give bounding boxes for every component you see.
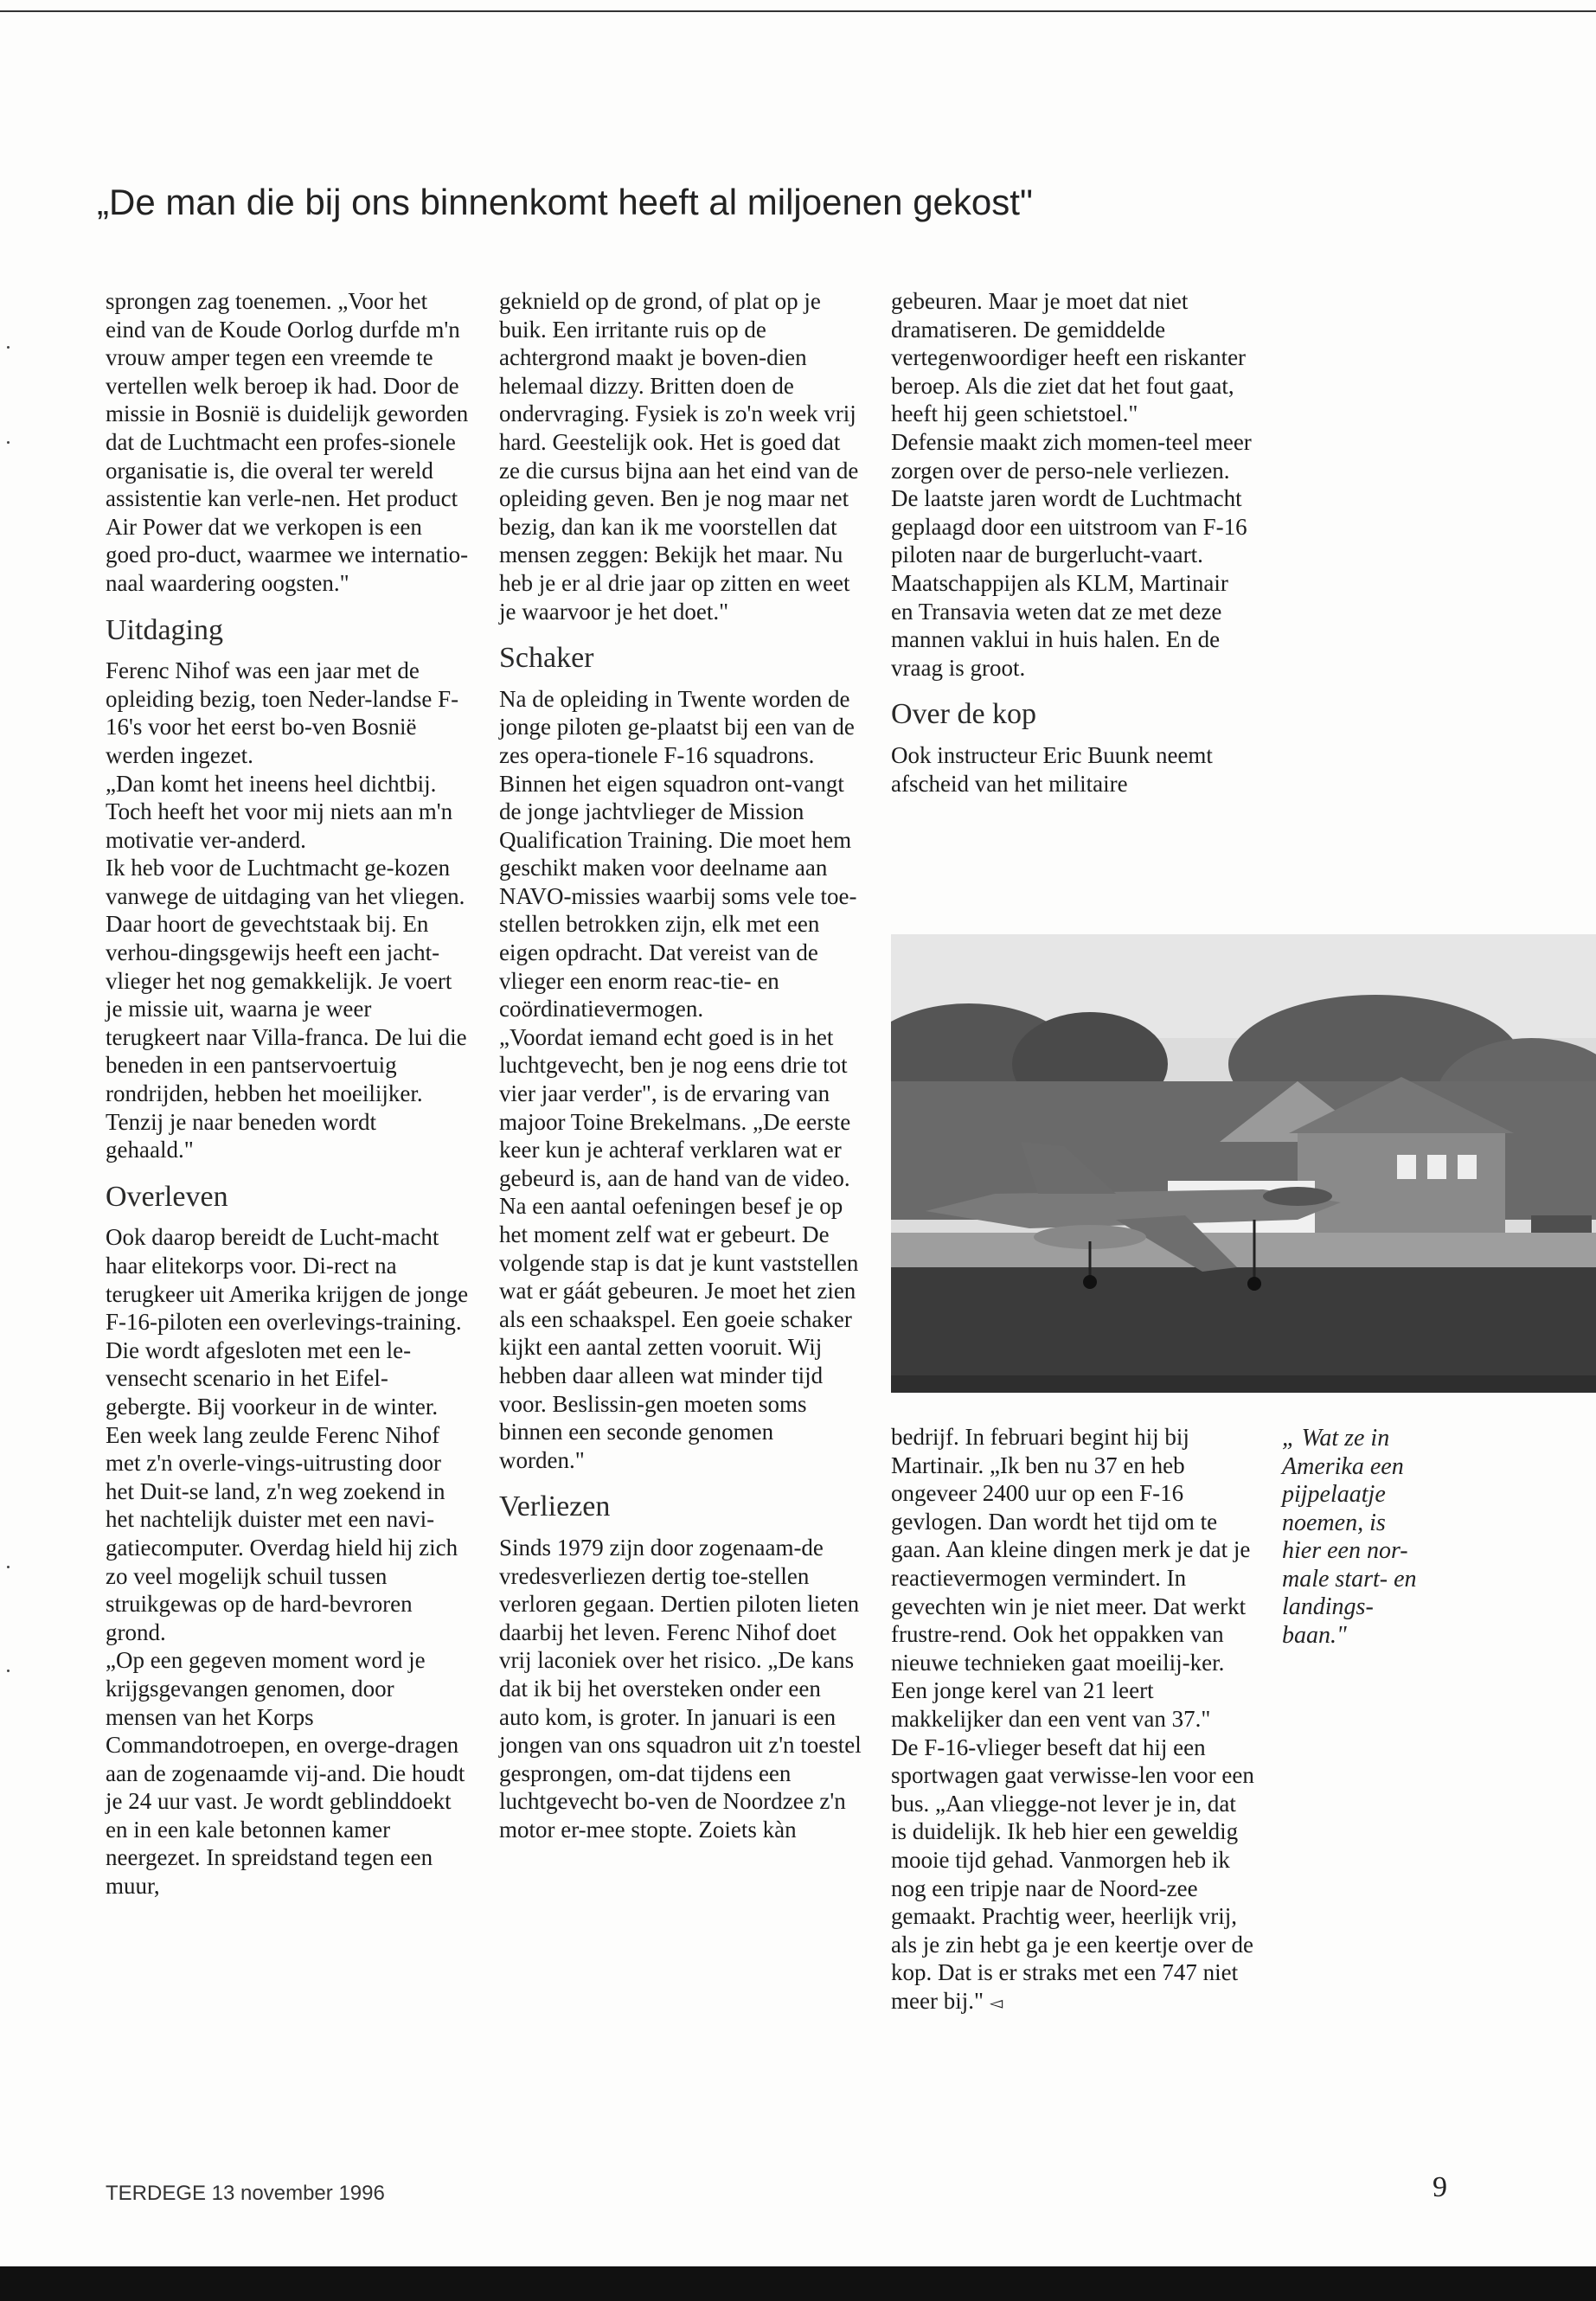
pull-quote-line: hier een nor- (1282, 1537, 1408, 1564)
paragraph: Ik heb voor de Luchtmacht ge-kozen vanwege de uitdaging van het vliegen. Daar hoort de gevechtstaak bij. En verhou-dingsgewijs heeft een jacht-vlieger het nog gemakkelijk. Je voert je missie uit, waarna je weer terugkeert naar Villa-franca. De lui die beneden in een pantservoertuig rondrijden, hebben het moeilijker. Tenzij je naar beneden wordt gehaald." (106, 855, 467, 1163)
heading-over-de-kop: Over de kop (891, 698, 1037, 731)
pull-quote (1282, 1425, 1455, 1650)
column-2-intro: geknield op de grond, of plat op je buik. Een irritante ruis op de achtergrond maakt je boven-dien helemaal dizzy. Britten doen de ondervraging. Fysiek is zo'n week vrij hard. Geestelijk ook. Het is goed dat ze die cursus bijna aan het eind van de opleiding geven. Ben je nog maar net bezig, dan kan ik me voorstellen dat mensen zeggen: Bekijk het maar. Nu heb je er al drie jaar op zitten en weet je waarvoor je het doet." (499, 288, 859, 625)
paragraph: De F-16-vlieger beseft dat hij een sportwagen gaat verwisse-len voor een bus. „Aan vliegge-not lever je in, dat is duidelijk. Ik heb hier een geweldig mooie tijd gehad. Vanmorgen heb ik nog een tripje naar de Noord-zee gemaakt. Prachtig weer, heerlijk vrij, als je zin hebt ga je een keertje over de kop. Dat is er straks met een 747 niet meer bij." ◅ (891, 1734, 1254, 2014)
column-1 (106, 287, 469, 1900)
page-number: 9 (1433, 2171, 1447, 2203)
top-rule (0, 10, 1596, 12)
scan-mark (7, 1566, 10, 1568)
scan-mark (7, 346, 10, 349)
column-3 (891, 287, 1254, 798)
paragraph: bedrijf. In februari begint hij bij Martinair. „Ik ben nu 37 en heb ongeveer 2400 uur op een F-16 gevlogen. Dan wordt het tijd om te gaan. Aan kleine dingen merk je dat je reactievermogen vermindert. In gevechten win je niet meer. Dat werkt frustre-rend. Ook het oppakken van nieuwe technieken gaat moeilij-ker. Een jonge kerel van 21 leert makkelijker dan een vent van 37." (891, 1424, 1251, 1732)
paragraph: „Dan komt het ineens heel dichtbij. Toch heeft het voor mij niets aan m'n motivatie ver-anderd. (106, 770, 453, 853)
heading-overleven: Overleven (106, 1180, 228, 1213)
column-3-continued (891, 1423, 1254, 2016)
pull-quote-line: pijpelaatje (1282, 1481, 1386, 1508)
pull-quote-line: noemen, is (1282, 1509, 1386, 1536)
heading-uitdaging: Uitdaging (106, 613, 223, 646)
pull-quote-line: „ Wat ze in (1282, 1425, 1390, 1452)
f16-photo (891, 934, 1596, 1393)
heading-schaker: Schaker (499, 642, 594, 675)
paragraph: „Voordat iemand echt goed is in het luchtgevecht, ben je nog eens drie tot vier jaar verder", is de ervaring van majoor Toine Brekelmans. „De eerste keer kun je achteraf verklaren wat er gebeurd is, aan de hand van de video. Na een aantal oefeningen besef je op het moment zelf wat er gebeurt. De volgende stap is dat je kunt vaststellen wat er gáát gebeuren. Je moet het zien als een schaakspel. Een goeie schaker kijkt een aantal zetten vooruit. Wij hebben daar alleen wat minder tijd voor. Beslissin-gen moeten soms binnen een seconde genomen worden." (499, 1023, 859, 1473)
pull-quote-line: Amerika een (1282, 1452, 1404, 1480)
paragraph: Defensie maakt zich momen-teel meer zorgen over de perso-nele verliezen. De laatste jaren wordt de Luchtmacht geplaagd door een uitstroom van F-16 piloten naar de burgerlucht-vaart. Maatschappijen als KLM, Martinair en Transavia weten dat ze met deze mannen vaklui in huis halen. En de vraag is groot. (891, 428, 1252, 681)
paragraph: Ook daarop bereidt de Lucht-macht haar elitekorps voor. Di-rect na terugkeer uit Amerika krijgen de jonge F-16-piloten een overlevings-training. Die wordt afgesloten met een le-vensecht scenario in het Eifel-gebergte. Bij voorkeur in de winter. Een week lang zeulde Ferenc Nihof met z'n overle-vings-uitrusting door het Duit-se land, z'n weg zoekend in het nachtelijk duister met een navi-gatiecomputer. Overdag hield hij zich zo veel mogelijk schuil tussen struikgewas op de hard-bevroren grond. (106, 1224, 469, 1645)
heading-verliezen: Verliezen (499, 1490, 611, 1523)
article-headline: „De man die bij ons binnenkomt heeft al miljoenen gekost" (97, 182, 1033, 222)
column-3-intro: gebeuren. Maar je moet dat niet dramatiseren. De gemiddelde vertegenwoordiger heeft een riskanter beroep. Als die ziet dat het fout gaat, heeft hij geen schietstoel." (891, 288, 1247, 427)
paragraph: Ferenc Nihof was een jaar met de opleiding bezig, toen Neder-landse F-16's voor het eerst bo-ven Bosnië werden ingezet. (106, 657, 459, 768)
scan-mark (7, 441, 10, 444)
publication-footer: TERDEGE 13 november 1996 (106, 2182, 385, 2205)
pull-quote-line: landings- (1282, 1593, 1374, 1620)
column-1-intro: sprongen zag toenemen. „Voor het eind van de Koude Oorlog durfde m'n vrouw amper tegen een vreemde te vertellen welk beroep ik had. Door de missie in Bosnië is duidelijk geworden dat de Luchtmacht een profes-sionele organisatie is, die overal ter wereld assistentie kan verle-nen. Het product Air Power dat we verkopen is een goed pro-duct, waarmee we internatio-naal waardering oogsten." (106, 288, 469, 596)
paragraph: „Op een gegeven moment word je krijgsgevangen genomen, door mensen van het Korps Commandotroepen, en overge-dragen aan de zogenaamde vij-and. Die houdt je 24 uur vast. Je wordt geblinddoekt en in een kale betonnen kamer neergezet. In spreidstand tegen een muur, (106, 1647, 465, 1900)
scan-mark (7, 1670, 10, 1672)
paragraph: Sinds 1979 zijn door zogenaam-de vredesverliezen dertig toe-stellen verloren gegaan. Dertien piloten lieten daarbij het leven. Ferenc Nihof doet vrij laconiek over het risico. „De kans dat ik bij het oversteken onder een auto kom, is groter. In januari is een jongen van ons squadron uit z'n toestel gesprongen, om-dat tijdens een luchtgevecht bo-ven de Noordzee z'n motor er-mee stopte. Zoiets kàn (499, 1534, 862, 1843)
end-of-article-icon: ◅ (989, 1991, 1003, 2013)
pull-quote-line: baan." (1282, 1621, 1347, 1649)
column-2 (499, 287, 862, 1843)
paragraph: Na de opleiding in Twente worden de jonge piloten ge-plaatst bij een van de zes opera-tionele F-16 squadrons. (499, 685, 855, 768)
bottom-scan-edge (0, 2266, 1596, 2301)
paragraph: Binnen het eigen squadron ont-vangt de jonge jachtvlieger de Mission Qualification Training. Die moet hem geschikt maken voor deelname aan NAVO-missies waarbij soms vele toe-stellen betrokken zijn, elk met een eigen opdracht. Dat vereist van de vlieger een enorm reac-tie- en coördinatievermogen. (499, 770, 857, 1022)
paragraph: Ook instructeur Eric Buunk neemt afscheid van het militaire (891, 741, 1213, 797)
pull-quote-line: male start- en (1282, 1565, 1417, 1593)
